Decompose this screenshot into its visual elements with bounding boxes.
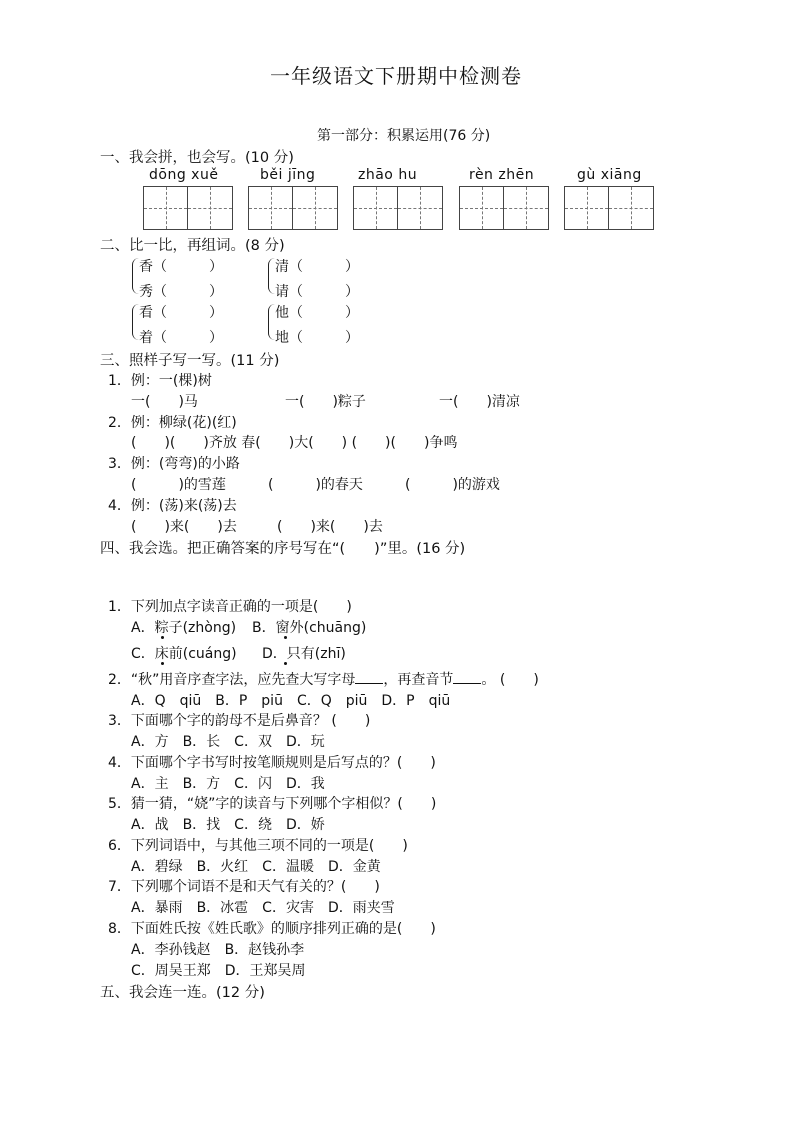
- compare-item: 地（ ）: [275, 330, 359, 346]
- compare-item: 秀（ ）: [139, 284, 223, 300]
- section-4-heading: 四、我会选。把正确答案的序号写在“( )”里。(16 分): [100, 541, 466, 557]
- question-1: 1．下列加点字读音正确的一项是( ): [108, 599, 352, 615]
- options: A．战 B．找 C．绕 D．娇: [131, 817, 325, 833]
- question-2-text: 。 ( ): [481, 672, 539, 688]
- blank-item: ( )的游戏: [405, 477, 500, 493]
- compare-item: 请（ ）: [275, 284, 359, 300]
- section-1-heading: 一、我会拼，也会写。(10 分): [100, 150, 294, 166]
- compare-item: 清（ ）: [275, 259, 359, 275]
- question-5: 5．猜一猜，“娆”字的读音与下列哪个字相似？( ): [108, 796, 437, 812]
- compare-item: 看（ ）: [139, 305, 223, 321]
- writing-grid-2[interactable]: [248, 186, 338, 230]
- pinyin-2: běi jīng: [260, 167, 316, 183]
- pinyin-1: dōng xuě: [149, 167, 219, 183]
- pinyin-3: zhāo hu: [358, 167, 418, 183]
- question-2-text: ，再查音节: [383, 672, 454, 688]
- compare-item: 他（ ）: [275, 305, 359, 321]
- brace: [268, 258, 275, 294]
- brace: [268, 304, 275, 340]
- emphasis-dot: [284, 662, 287, 665]
- pinyin-5: gù xiāng: [577, 167, 642, 183]
- writing-grid-4[interactable]: [459, 186, 549, 230]
- example-3: 3．例：(弯弯)的小路: [108, 456, 240, 472]
- writing-grid-3[interactable]: [353, 186, 443, 230]
- blank-item: ( )的春天: [268, 477, 363, 493]
- emphasis-dot: [161, 636, 164, 639]
- option: B．窗外(chuāng): [252, 620, 367, 636]
- option: D．只有(zhī): [262, 646, 346, 662]
- options: A．碧绿 B．火红 C．温暖 D．金黄: [131, 859, 381, 875]
- example-1: 1．例：一(棵)树: [108, 373, 212, 389]
- options: C．周吴王郑 D．王郑吴周: [131, 963, 306, 979]
- blank-item: ( )的雪莲: [131, 477, 226, 493]
- writing-grid-1[interactable]: [143, 186, 233, 230]
- question-4: 4．下面哪个字书写时按笔顺规则是后写点的？( ): [108, 755, 436, 771]
- brace: [132, 304, 139, 340]
- options: A．李孙钱赵 B．赵钱孙李: [131, 942, 305, 958]
- blank-item: ( )来( )去: [277, 519, 383, 535]
- question-8: 8．下面姓氏按《姓氏歌》的顺序排列正确的是( ): [108, 921, 436, 937]
- page-title: 一年级语文下册期中检测卷: [270, 64, 522, 88]
- blank-item: ( )( )齐放 春( )大( ) ( )( )争鸣: [131, 435, 458, 451]
- section-5-heading: 五、我会连一连。(12 分): [100, 985, 265, 1001]
- question-7: 7．下列哪个词语不是和天气有关的？( ): [108, 879, 380, 895]
- options: A．方 B．长 C．双 D．玩: [131, 734, 325, 750]
- blank-item: 一( )粽子: [285, 394, 366, 410]
- answer-blank[interactable]: [453, 683, 481, 684]
- example-2: 2．例：柳绿(花)(红): [108, 415, 237, 431]
- options: A．主 B．方 C．闪 D．我: [131, 776, 325, 792]
- options: A．Q qiū B．P piū C．Q piū D．P qiū: [131, 693, 451, 709]
- question-6: 6．下列词语中，与其他三项不同的一项是( ): [108, 838, 408, 854]
- emphasis-dot: [161, 662, 164, 665]
- compare-item: 香（ ）: [139, 259, 223, 275]
- part-heading: 第一部分：积累运用(76 分): [317, 128, 491, 144]
- answer-blank[interactable]: [355, 683, 383, 684]
- section-3-heading: 三、照样子写一写。(11 分): [100, 353, 280, 369]
- section-2-heading: 二、比一比，再组词。(8 分): [100, 238, 285, 254]
- question-3: 3．下面哪个字的韵母不是后鼻音？ ( ): [108, 713, 371, 729]
- question-2-text: 2．“秋”用音序查字法，应先查大写字母: [108, 672, 356, 688]
- blank-item: ( )来( )去: [131, 519, 237, 535]
- writing-grid-5[interactable]: [564, 186, 654, 230]
- option: A．粽子(zhòng): [131, 620, 237, 636]
- blank-item: 一( )马: [131, 394, 198, 410]
- question-2: [108, 669, 539, 689]
- brace: [132, 258, 139, 294]
- emphasis-dot: [284, 636, 287, 639]
- blank-item: 一( )清凉: [439, 394, 520, 410]
- example-4: 4．例：(荡)来(荡)去: [108, 498, 237, 514]
- option: C．床前(cuáng): [131, 646, 237, 662]
- options: A．暴雨 B．冰雹 C．灾害 D．雨夹雪: [131, 900, 395, 916]
- pinyin-4: rèn zhēn: [469, 167, 535, 183]
- compare-item: 着（ ）: [139, 330, 223, 346]
